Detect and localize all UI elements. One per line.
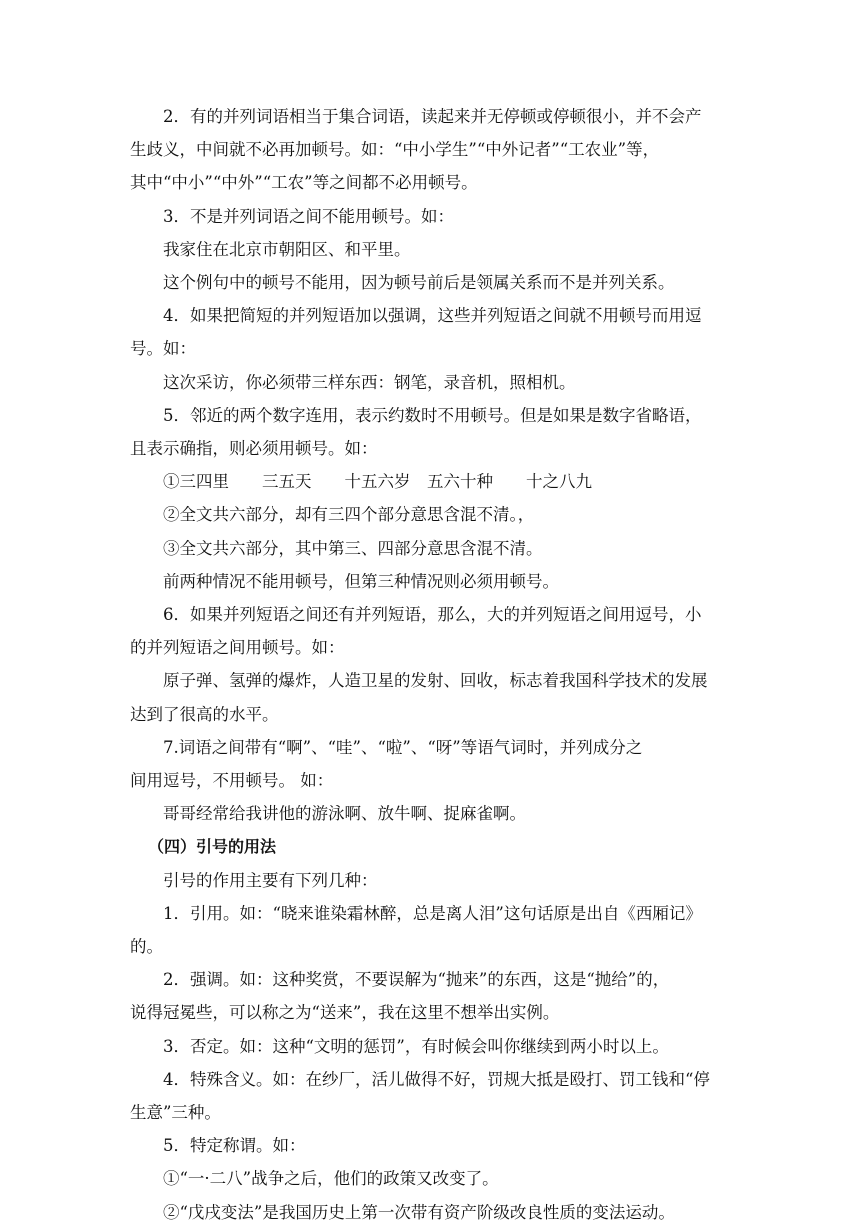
example-line: ①“一·二八”战争之后，他们的政策又改变了。 bbox=[163, 1169, 499, 1189]
paragraph-line: 这个例句中的顿号不能用，因为顿号前后是领属关系而不是并列关系。 bbox=[163, 273, 675, 292]
example-line: 我家住在北京市朝阳区、和平里。 bbox=[163, 239, 411, 259]
paragraph-line: 间用逗号，不用顿号。 如： bbox=[130, 771, 334, 790]
paragraph-line: 号。如： bbox=[130, 339, 196, 359]
example-line: 哥哥经常给我讲他的游泳啊、放牛啊、捉麻雀啊。 bbox=[163, 804, 526, 824]
paragraph-line: 其中“中小”“中外”“工农”等之间都不必用顿号。 bbox=[130, 173, 478, 193]
example-line: ②全文共六部分，却有三四个部分意思含混不清。， bbox=[163, 505, 535, 525]
paragraph-line: 前两种情况不能用顿号，但第三种情况则必须用顿号。 bbox=[163, 571, 559, 591]
paragraph-line: 的。 bbox=[130, 937, 163, 956]
example-line: ③全文共六部分，其中第三、四部分意思含混不清。 bbox=[163, 538, 543, 558]
paragraph-line: 6．如果并列短语之间还有并列短语，那么，大的并列短语之间用逗号，小 bbox=[163, 605, 702, 624]
paragraph-line: 5．邻近的两个数字连用，表示约数时不用顿号。但是如果是数字省略语， bbox=[163, 405, 702, 425]
paragraph-line: 3．不是并列词语之间不能用顿号。如： bbox=[163, 206, 454, 226]
paragraph-line: 4．如果把简短的并列短语加以强调，这些并列短语之间就不用顿号而用逗 bbox=[163, 306, 702, 326]
paragraph-line: 引号的作用主要有下列几种： bbox=[163, 870, 378, 890]
example-line: 原子弹、氢弹的爆炸，人造卫星的发射、回收，标志着我国科学技术的发展 bbox=[163, 671, 708, 691]
paragraph-line: 7.词语之间带有“啊”、“哇”、“啦”、“呀”等语气词时，并列成分之 bbox=[163, 737, 643, 757]
example-line: ①三四里 三五天 十五六岁 五六十种 十之八九 bbox=[163, 472, 592, 492]
section-heading: （四）引号的用法 bbox=[148, 837, 277, 857]
paragraph-line: 生意”三种。 bbox=[130, 1103, 221, 1122]
example-line: 达到了很高的水平。 bbox=[130, 704, 279, 724]
example-line: ②“戊戌变法”是我国历史上第一次带有资产阶级改良性质的变法运动。 bbox=[163, 1202, 675, 1222]
paragraph-line: 说得冠冕些，可以称之为“送来”，我在这里不想举出实例。 bbox=[130, 1003, 560, 1023]
paragraph-line: 1．引用。如：“晓来谁染霜林醉，总是离人泪”这句话原是出自《西厢记》 bbox=[163, 903, 702, 923]
paragraph-line: 生歧义，中间就不必再加顿号。如：“中小学生”“中外记者”“工农业”等， bbox=[130, 140, 660, 160]
paragraph-line: 2．强调。如：这种奖赏，不要误解为“抛来”的东西，这是“抛给”的， bbox=[163, 970, 670, 990]
paragraph-line: 5．特定称谓。如： bbox=[163, 1136, 306, 1156]
example-line: 这次采访，你必须带三样东西：钢笔，录音机，照相机。 bbox=[163, 372, 576, 392]
paragraph-line: 且表示确指，则必须用顿号。如： bbox=[130, 439, 378, 458]
paragraph-line: 3．否定。如：这种“文明的惩罚”，有时候会叫你继续到两小时以上。 bbox=[163, 1036, 669, 1056]
paragraph-line: 4．特殊含义。如：在纱厂，活儿做得不好，罚规大抵是殴打、罚工钱和“停 bbox=[163, 1069, 710, 1089]
paragraph-line: 的并列短语之间用顿号。如： bbox=[130, 638, 345, 658]
paragraph-line: 2．有的并列词语相当于集合词语，读起来并无停顿或停顿很小，并不会产 bbox=[163, 107, 702, 126]
